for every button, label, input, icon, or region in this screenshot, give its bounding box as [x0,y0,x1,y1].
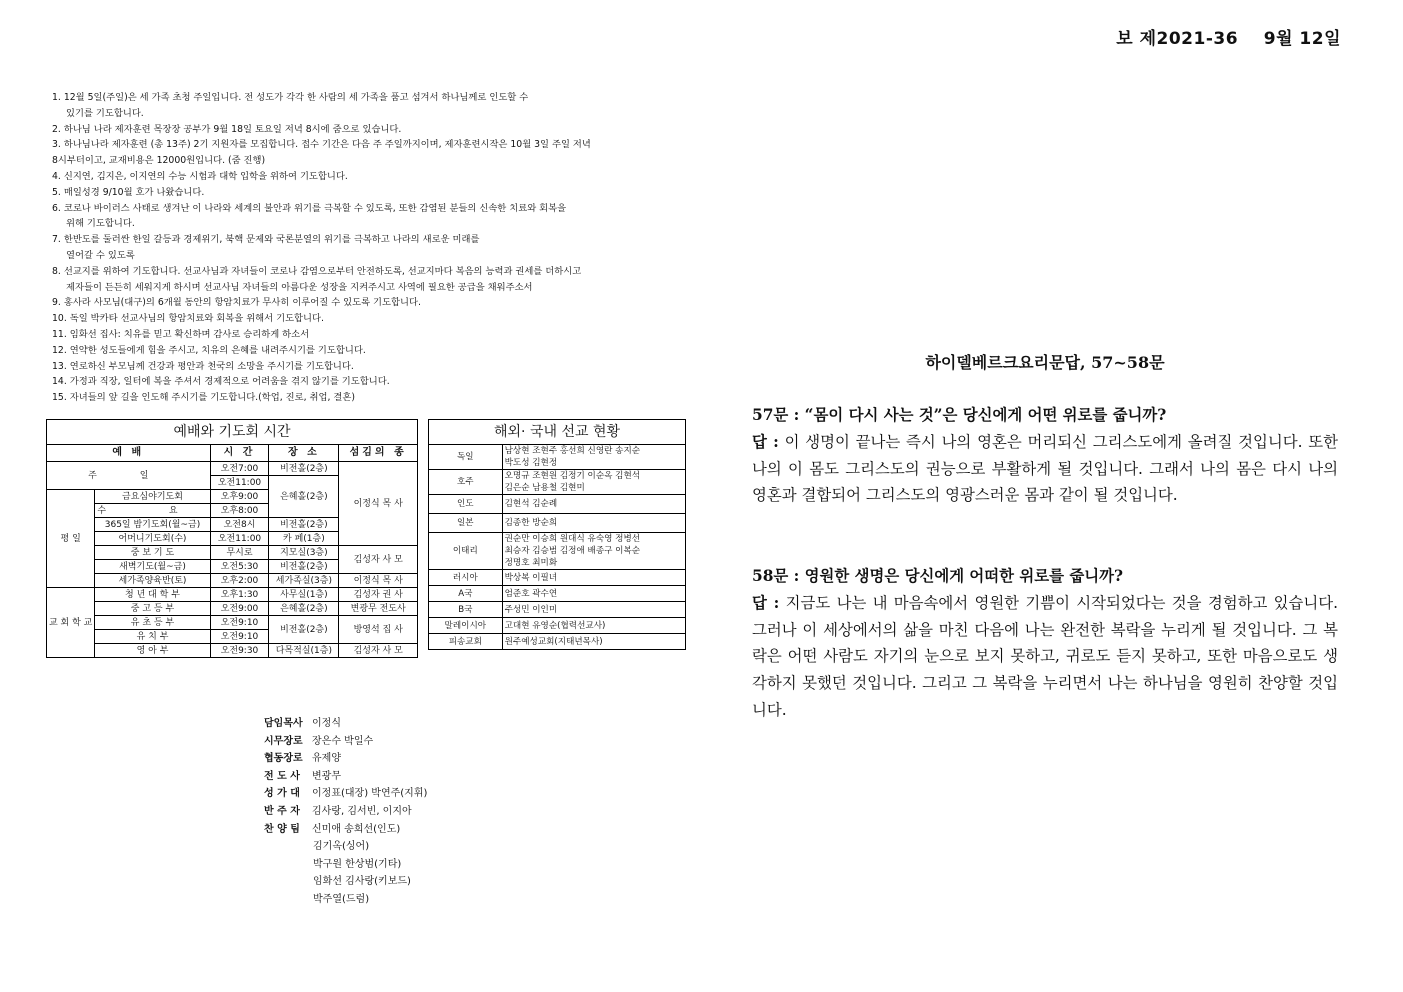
table-row: 인도 김현석 김순례 [429,495,686,514]
catechism-title: 하이델베르크요리문답, 57~58문 [925,353,1165,372]
staff-row: 찬 양 팀 신미애 송희선(인도) [264,823,401,835]
staff-row: 박구원 한상범(기타) [313,858,402,870]
table-row: 오전11:00 은혜홀(2층) [47,476,418,490]
notice-item: 4. 신지연, 김지은, 이지연의 수능 시험과 대학 입학을 위하여 기도합니다. [52,170,348,182]
staff-row: 시무장로 장은수 박일수 [264,735,374,747]
table-row: 수 요 오후8:00 [47,504,418,518]
notice-item: 7. 한반도를 둘러싼 한일 갈등과 경제위기, 북핵 문제와 국론분열의 위기를 극복하고 나라의 새로운 미래를 열어갈 수 있도록 [52,234,480,261]
staff-row: 전 도 사 변광무 [264,770,341,782]
notice-item: 11. 임화선 집사: 치유를 믿고 확신하며 감사로 승리하게 하소서 [52,328,310,340]
table-row: 일본 김종한 방순희 [429,514,686,533]
notice-item: 8. 선교지를 위하여 기도합니다. 선교사님과 자녀들이 코로나 감염으로부터 안전하도록, 선교지마다 복음의 능력과 권세를 더하시고 제자들이 든든히 세워지게 하시며 선교사님 자녀들의 아름다운 성장을 지켜주시고 사역에 필요한 공급을 채워주소서 [52,265,582,293]
notice-item: 1. 12월 5일(주일)은 세 가족 초청 주일입니다. 전 성도가 각각 한 사람의 세 가족을 품고 섬겨서 하나님께로 인도할 수 있기를 기도합니다. [52,92,529,119]
table-row: 중 고 등 부 오전9:00 은혜홀(2층) 변광무 전도사 [47,602,418,616]
worship-table-title: 예배와 기도회 시간 [47,420,418,445]
notice-list [52,90,682,406]
table-row: 호주 오명규 조현원 김정기 이순옥 김현석 김은순 남용철 김현미 [429,470,686,495]
staff-row: 협동장로 유제양 [264,753,341,765]
notice-item: 6. 코로나 바이러스 사태로 생겨난 이 나라와 세계의 불안과 위기를 극복할 수 있도록, 또한 감염된 분들의 신속한 치료와 회복을 위해 기도합니다. [52,202,567,230]
table-row: 러시아 박상복 이필녀 [429,570,686,586]
staff-row: 담임목사 이정식 [264,718,341,729]
table-row: 세가족양육반(토) 오후2:00 세가족실(3층) 이정식 목 사 [47,574,418,588]
staff-row: 반 주 자 김사랑, 김서빈, 이지아 [264,805,412,817]
answer-57: 답 : 이 생명이 끝나는 즉시 나의 영혼은 머리되신 그리스도에게 올려질 것입니다. 또한 나의 이 몸도 그리스도의 권능으로 부활하게 될 것입니다. 그래서 나의 몸은 다시 나의 영혼과 결합되어 그리스도의 영광스러운 몸과 같이 될 것입니다. [752,432,1338,505]
issue-date: 9월 12일 [1263,29,1341,49]
notice-item: 15. 자녀들의 앞 길을 인도해 주시기를 기도합니다.(학업, 진로, 취업, 결혼) [52,392,355,404]
notice-item: 12. 연약한 성도들에게 힘을 주시고, 치유의 은혜를 내려주시기를 기도합니다. [52,344,366,356]
staff-row: 김기옥(싱어) [313,841,370,853]
weekday-label: 평 일 [47,490,95,588]
staff-row: 성 가 대 이정표(대장) 박연주(지휘) [264,788,428,800]
question-58: 58문 : 영원한 생명은 당신에게 어떠한 위로를 줍니까? [752,567,1123,585]
staff-row: 임화선 김사랑(키보드) [313,876,411,888]
table-row: 어머니기도회(수) 오전11:00 카 페(1층) [47,532,418,546]
col-header-time: 시 간 [210,445,269,462]
notice-item: 14. 가정과 직장, 일터에 복을 주셔서 경제적으로 어려움을 겪지 않기를 기도합니다. [52,376,390,388]
school-label: 교 회 학 교 [47,588,95,658]
table-row: 유 초 등 부 오전9:10 비전홀(2층) 방영석 집 사 [47,616,418,630]
staff-list [264,715,427,909]
notice-item: 2. 하나님 나라 제자훈련 목장장 공부가 9월 18일 토요일 저녁 8시에 줌으로 있습니다. [52,123,402,135]
notice-item: 13. 연로하신 부모님께 건강과 평안과 천국의 소망을 주시기를 기도합니다. [52,360,354,372]
notice-item: 3. 하나님나라 제자훈련 (총 13주) 2기 지원자를 모집합니다. 접수 기간은 다음 주 주일까지이며, 제자훈련시작은 10월 3일 주일 저녁 8시부터이고, 교재비용은 12000원입니다. (줌 진행) [52,139,591,167]
staff-row: 박주열(드럼) [313,893,370,905]
table-row: 교 회 학 교 청 년 대 학 부 오후1:30 사무실(1층) 김성자 권 사 [47,588,418,602]
table-row: 중 보 기 도 무시로 지모실(3층) 김성자 사 모 [47,546,418,560]
table-row: 평 일 금요심야기도회 오후9:00 [47,490,418,504]
catechism-q58 [752,563,1338,724]
table-row: 365일 밤기도회(월~금) 오전8시 비전홀(2층) [47,518,418,532]
notice-item: 10. 독일 박카타 선교사님의 항암치료와 회복을 위해서 기도합니다. [52,313,324,325]
col-header-servant: 섬김의 종 [339,445,418,462]
col-header-place: 장 소 [269,445,339,462]
table-row: 주 일 오전7:00 비전홀(2층) 이정식 목 사 [47,462,418,476]
notice-item: 9. 홍사라 사모님(대구)의 6개월 동안의 항암치료가 무사히 이루어질 수 있도록 기도합니다. [52,297,421,309]
table-row: 독일 남상현 조현주 홍선희 신영란 송지순 박도성 김현정 [429,445,686,470]
question-57: 57문 : “몸이 다시 사는 것”은 당신에게 어떤 위로를 줍니까? [752,406,1167,424]
answer-58: 답 : 지금도 나는 내 마음속에서 영원한 기쁨이 시작되었다는 것을 경험하고 있습니다. 그러나 이 세상에서의 삶을 마친 다음에 나는 완전한 복락을 누리게 될 것입니다. 그 복락은 어떤 사람도 자기의 눈으로 보지 못하고, 귀로도 듣지 못하고, 또한 마음으로도 생각하지 못했던 것입니다. 그리고 그 복락을 누리면서 나는 하나님을 영원히 찬양할 것입니다. [752,593,1338,719]
table-row: 영 아 부 오전9:30 다목적실(1층) 김성자 사 모 [47,644,418,658]
table-row: 이태리 권순만 이승희 원대식 유숙영 정병선 최승자 김승범 김정애 배종구 이복순 정명호 최미화 [429,533,686,570]
table-row: 유 치 부 오전9:10 [47,630,418,644]
table-row: 새벽기도(월~금) 오전5:30 비전홀(2층) [47,560,418,574]
table-row: B국 주성민 이인미 [429,602,686,618]
bulletin-header [1116,24,1341,49]
col-header-service: 예 배 [47,445,211,462]
issue-number: 보 제2021-36 [1116,29,1239,49]
worship-schedule-table [46,419,418,658]
table-row: A국 엄준호 곽수연 [429,586,686,602]
table-row: 말레이시아 고대현 유영순(협력선교사) [429,618,686,634]
table-row: 피송교회 원주예성교회(지태년목사) [429,634,686,650]
notice-item: 5. 매일성경 9/10월 호가 나왔습니다. [52,186,205,198]
mission-status-table [428,419,686,650]
catechism-q57 [752,402,1338,509]
mission-table-title: 해외· 국내 선교 현황 [429,420,686,445]
